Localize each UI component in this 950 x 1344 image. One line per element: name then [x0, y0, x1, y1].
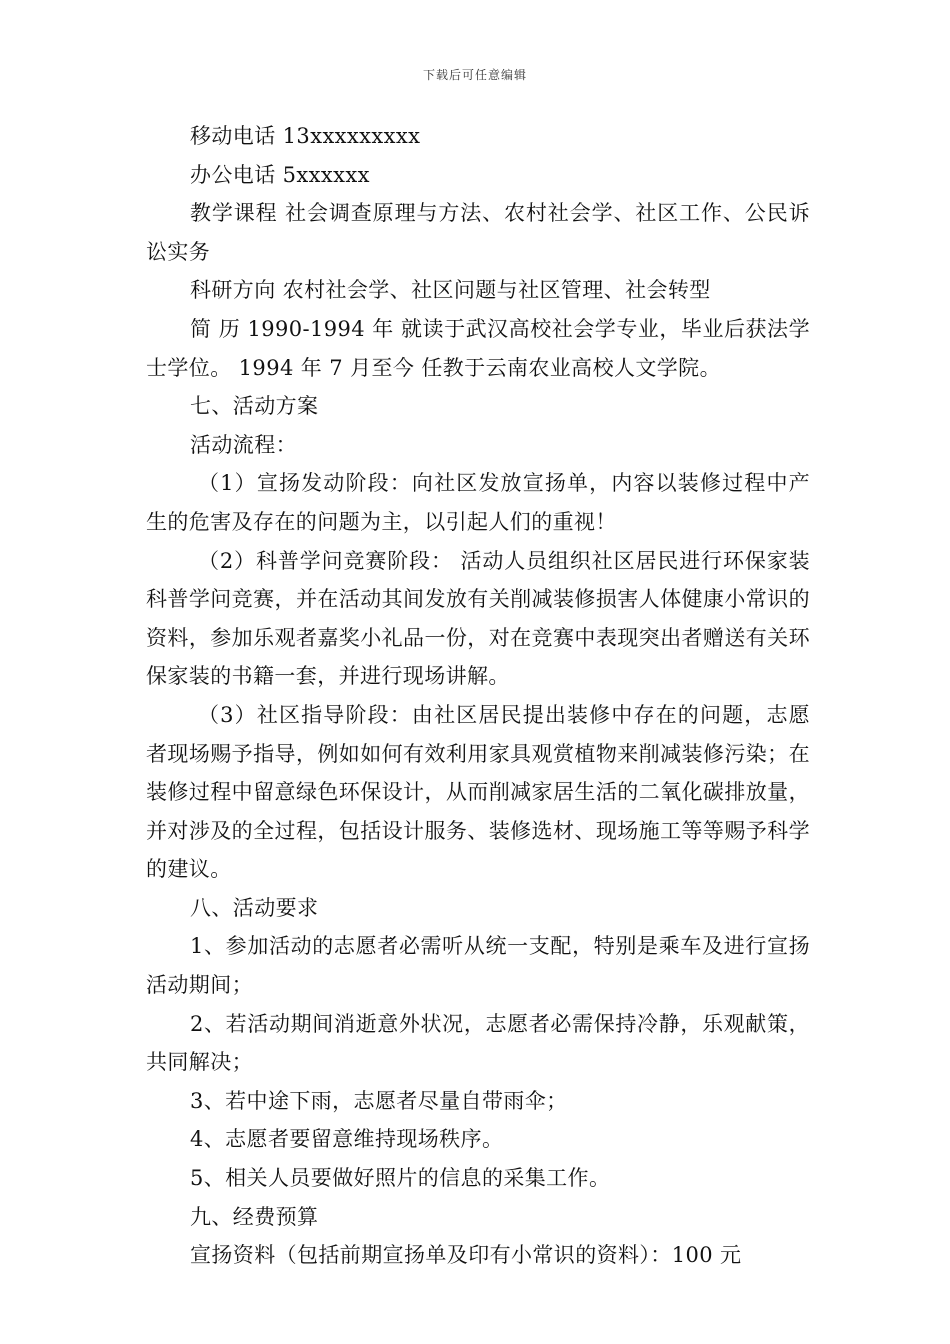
- resume: 简 历 1990-1994 年 就读于武汉高校社会学专业，毕业后获法学士学位。 1994 年 7 月至今 任教于云南农业高校人文学院。: [146, 316, 810, 380]
- stage-3-paragraph: （3）社区指导阶段：由社区居民提出装修中存在的问题，志愿者现场赐予指导，例如如何有效利用家具观赏植物来削减装修污染；在装修过程中留意绿色环保设计，从而削减家居生活的二氧化碳排放量，并对涉及的全过程，包括设计服务、装修选材、现场施工等等赐予科学的建议。: [146, 702, 810, 882]
- requirement-3: 3、若中途下雨，志愿者尽量自带雨伞；: [190, 1088, 568, 1113]
- requirement-1: 1、参加活动的志愿者必需听从统一支配，特别是乘车及进行宣扬活动期间；: [146, 934, 810, 998]
- stage-2-paragraph: （2）科普学问竞赛阶段： 活动人员组织社区居民进行环保家装科普学问竞赛，并在活动其间发放有关削减装修损害人体健康小常识的资料，参加乐观者嘉奖小礼品一份，对在竞赛中表现突出者赠送有关环保家装的书籍一套，并进行现场讲解。: [146, 548, 810, 689]
- research-direction: 科研方向 农村社会学、社区问题与社区管理、社会转型: [190, 278, 711, 303]
- section-heading-requirements: 八、活动要求: [190, 895, 319, 920]
- contact-office: 办公电话 5xxxxxx: [190, 162, 370, 187]
- section-heading-activity-plan: 七、活动方案: [190, 394, 319, 419]
- document-body: [146, 117, 810, 1275]
- requirement-2: 2、若活动期间消逝意外状况，志愿者必需保持冷静，乐观献策，共同解决；: [146, 1011, 810, 1075]
- activity-process-label: 活动流程：: [190, 432, 297, 457]
- teaching-courses: 教学课程 社会调查原理与方法、农村社会学、社区工作、公民诉讼实务: [146, 201, 810, 264]
- contact-mobile: 移动电话 13xxxxxxxxx: [190, 124, 421, 148]
- budget-item: 宣扬资料（包括前期宣扬单及印有小常识的资料）：100 元: [190, 1243, 742, 1268]
- section-heading-budget: 九、经费预算: [190, 1204, 319, 1229]
- requirement-4: 4、志愿者要留意维持现场秩序。: [190, 1127, 504, 1152]
- requirement-5: 5、相关人员要做好照片的信息的采集工作。: [190, 1166, 611, 1191]
- page-header: 下载后可任意编辑: [422, 68, 527, 82]
- stage-1-paragraph: （1）宣扬发动阶段：向社区发放宣扬单，内容以装修过程中产生的危害及存在的问题为主，以引起人们的重视！: [146, 471, 810, 534]
